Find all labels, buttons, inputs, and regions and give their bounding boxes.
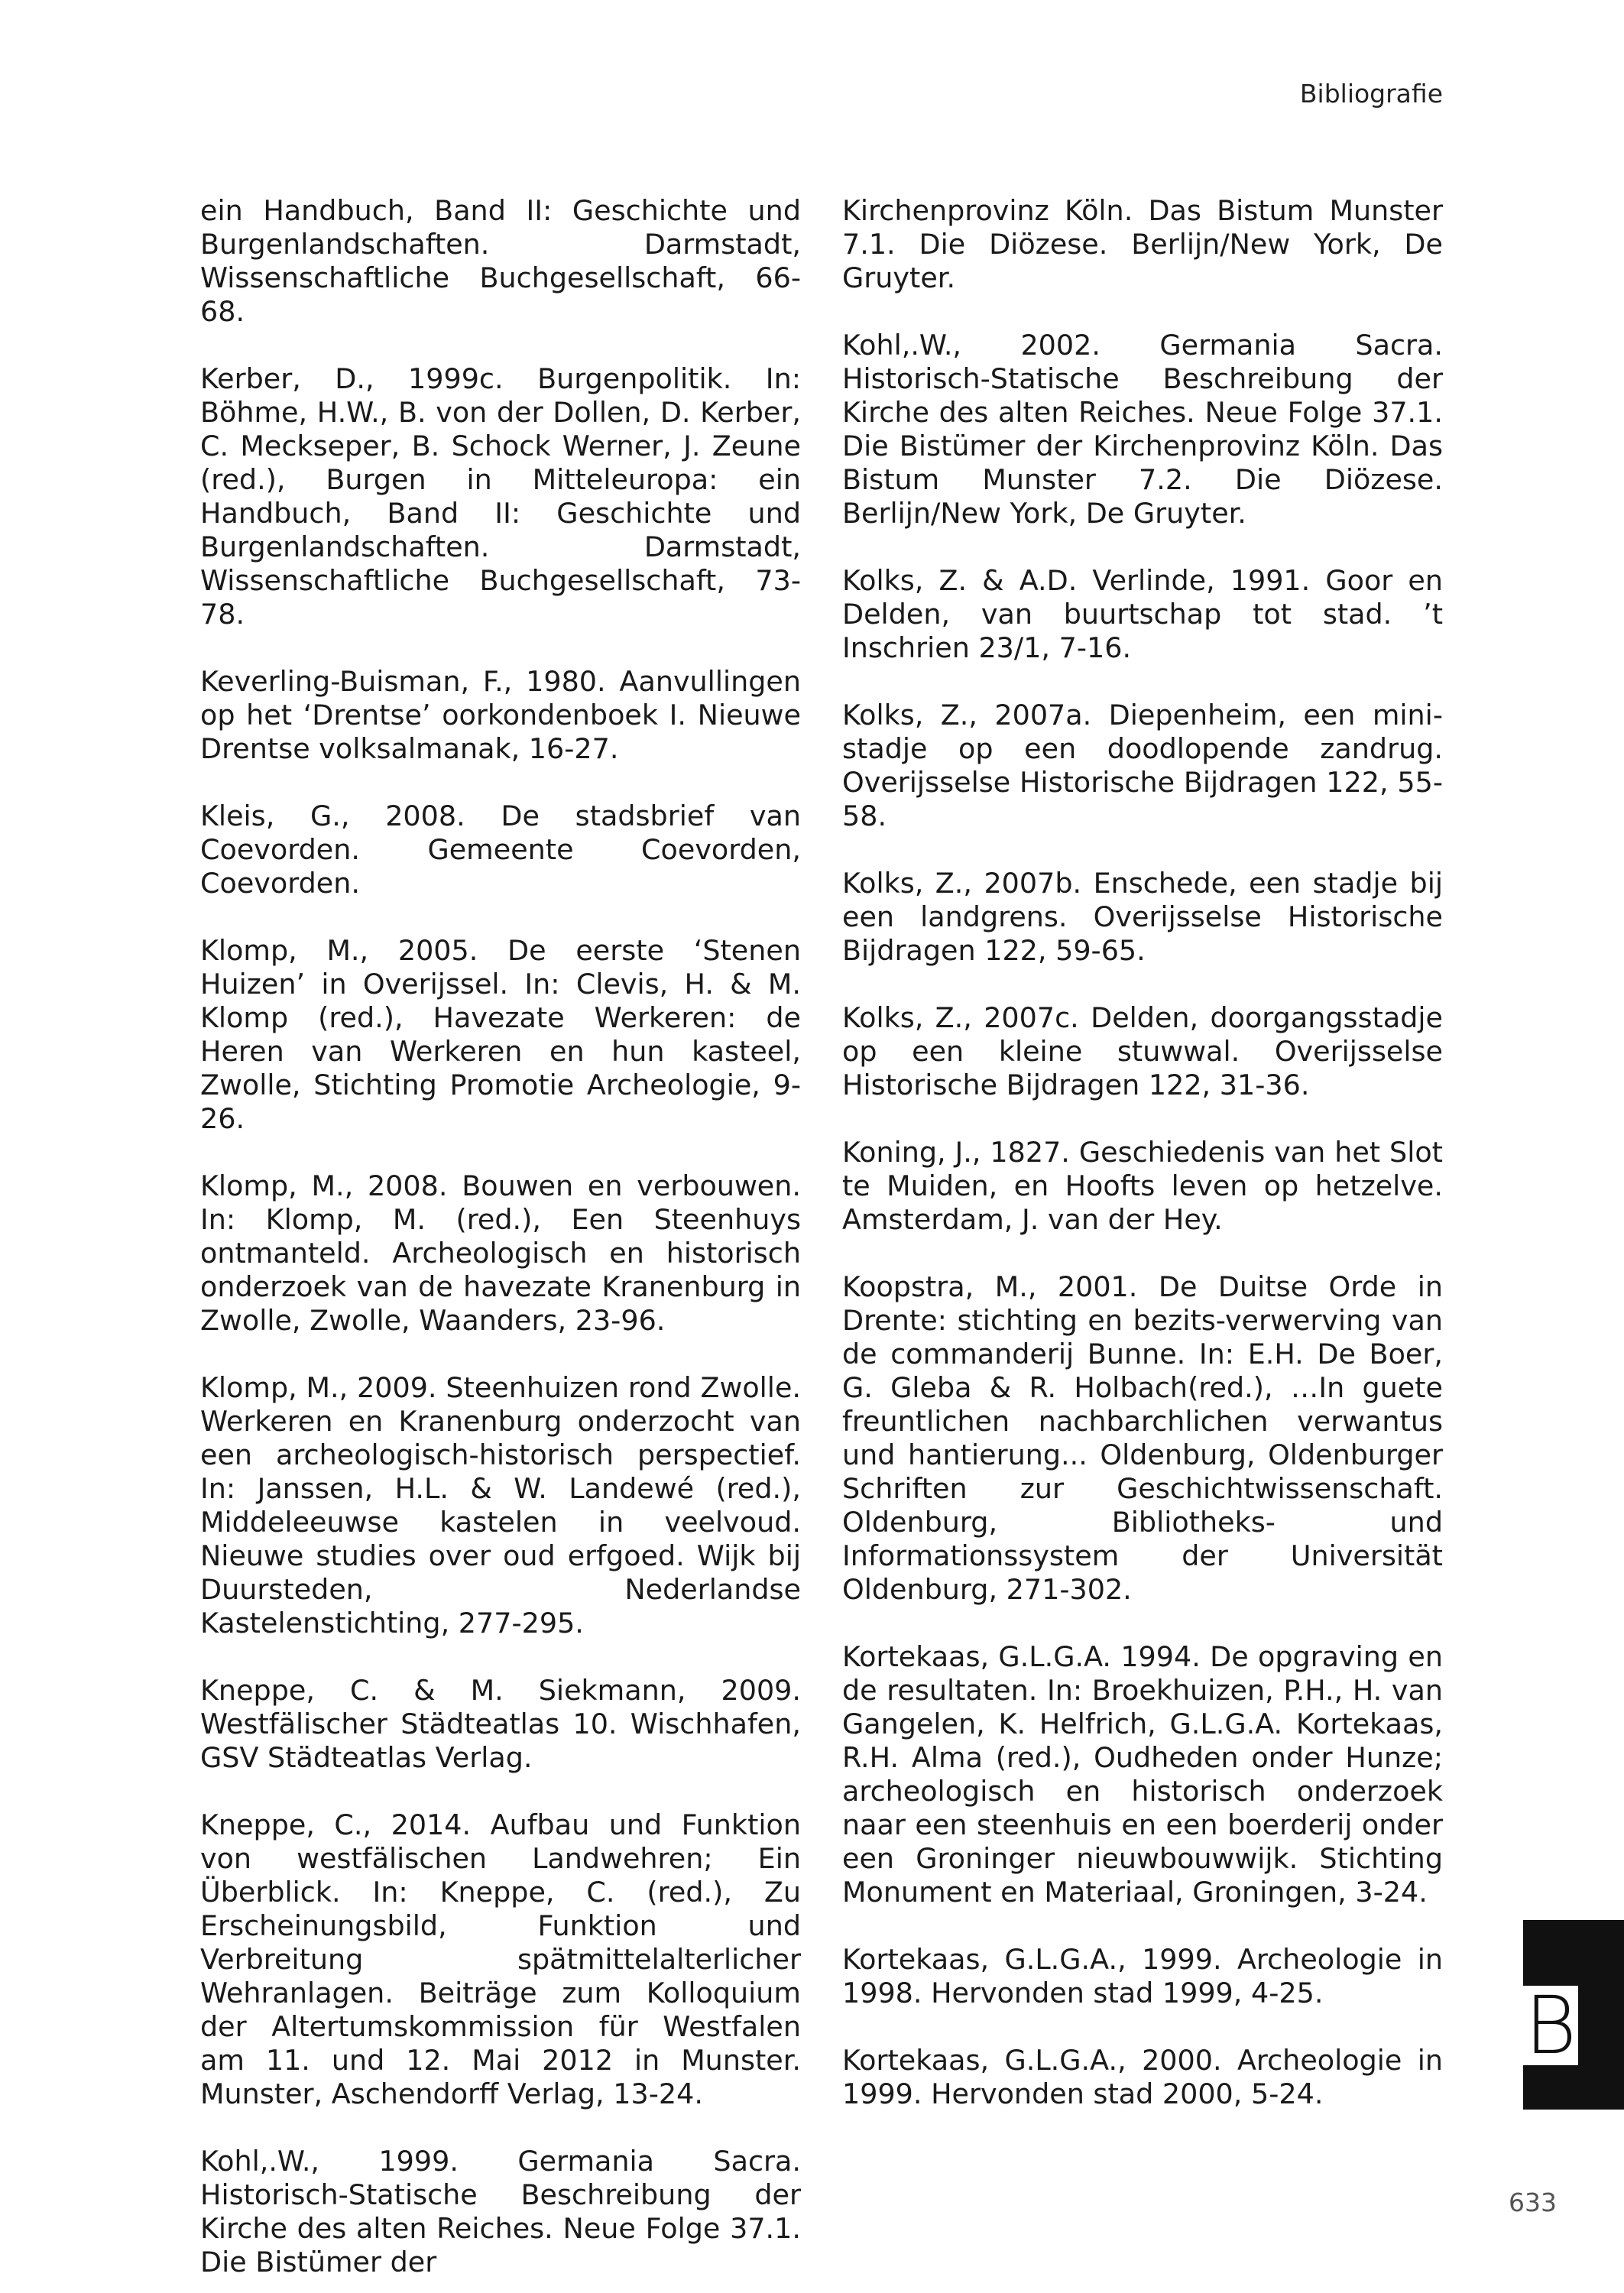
bibliography-entry: Koopstra, M., 2001. De Duitse Orde in Drente: stichting en bezits-verwerving van de commanderij Bunne. In: E.H. De Boer, G. Gleba & R. Holbach(red.), …In guete freuntlichen nachbarchlichen verwantus und hantierung... Oldenburg, Oldenburger Schriften zur Geschichtwissenschaft. Oldenburg, Bibliotheks- und Informationssystem der Universität Oldenburg, 271-302. [842, 1270, 1443, 1606]
bibliography-entry: Kolks, Z., 2007a. Diepenheim, een mini-stadje op een doodlopende zandrug. Overijsselse Historische Bijdragen 122, 55-58. [842, 699, 1443, 832]
bibliography-column-right [842, 194, 1443, 2111]
section-tab-letter: B [1524, 1979, 1577, 2072]
bibliography-entry: Klomp, M., 2005. De eerste ‘Stenen Huizen’ in Overijssel. In: Clevis, H. & M. Klomp (red.), Havezate Werkeren: de Heren van Werkeren en hun kasteel, Zwolle, Stichting Promotie Archeologie, 9-26. [200, 934, 801, 1135]
bibliography-entry: Kneppe, C., 2014. Aufbau und Funktion von westfälischen Landwehren; Ein Überblick. In: Kneppe, C. (red.), Zu Erscheinungsbild, Funktion und Verbreitung spätmittelalterlicher Wehranlagen. Beiträge zum Kolloquium der Altertumskommission für Westfalen am 11. und 12. Mai 2012 in Munster. Munster, Aschendorff Verlag, 13-24. [200, 1808, 801, 2110]
bibliography-entry: ein Handbuch, Band II: Geschichte und Burgenlandschaften. Darmstadt, Wissenschaftliche Buchgesellschaft, 66-68. [200, 194, 801, 328]
bibliography-entry: Klomp, M., 2008. Bouwen en verbouwen. In: Klomp, M. (red.), Een Steenhuys ontmanteld. Archeologisch en historisch onderzoek van de havezate Kranenburg in Zwolle, Zwolle, Waanders, 23-96. [200, 1169, 801, 1337]
running-header: Bibliografie [1299, 79, 1443, 109]
bibliography-entry: Kohl,.W., 2002. Germania Sacra. Historisch-Statische Beschreibung der Kirche des alten Reiches. Neue Folge 37.1. Die Bistümer der Kirchenprovinz Köln. Das Bistum Munster 7.2. Die Diözese. Berlijn/New York, De Gruyter. [842, 329, 1443, 530]
bibliography-entry: Kortekaas, G.L.G.A., 1999. Archeologie in 1998. Hervonden stad 1999, 4-25. [842, 1943, 1443, 2009]
bibliography-entry: Keverling-Buisman, F., 1980. Aanvullingen op het ‘Drentse’ oorkondenboek I. Nieuwe Drentse volksalmanak, 16-27. [200, 665, 801, 765]
bibliography-entry: Kirchenprovinz Köln. Das Bistum Munster 7.1. Die Diözese. Berlijn/New York, De Gruyter. [842, 194, 1443, 294]
bibliography-entry: Kleis, G., 2008. De stadsbrief van Coevorden. Gemeente Coevorden, Coevorden. [200, 799, 801, 900]
page-number: 633 [1509, 2188, 1557, 2217]
bibliography-entry: Kolks, Z., 2007c. Delden, doorgangsstadje op een kleine stuwwal. Overijsselse Historische Bijdragen 122, 31-36. [842, 1001, 1443, 1101]
bibliography-entry: Kolks, Z. & A.D. Verlinde, 1991. Goor en Delden, van buurtschap tot stad. ’t Inschrien 23/1, 7-16. [842, 564, 1443, 664]
bibliography-column-left [200, 194, 801, 2279]
bibliography-entry: Kortekaas, G.L.G.A. 1994. De opgraving en de resultaten. In: Broekhuizen, P.H., H. van Gangelen, K. Helfrich, G.L.G.A. Kortekaas, R.H. Alma (red.), Oudheden onder Hunze; archeologisch en historisch onderzoek naar een steenhuis en een boerderij onder een Groninger nieuwbouwwijk. Stichting Monument en Materiaal, Groningen, 3-24. [842, 1640, 1443, 1909]
bibliography-entry: Kneppe, C. & M. Siekmann, 2009. Westfälischer Städteatlas 10. Wischhafen, GSV Städteatlas Verlag. [200, 1674, 801, 1774]
bibliography-entry: Kolks, Z., 2007b. Enschede, een stadje bij een landgrens. Overijsselse Historische Bijdragen 122, 59-65. [842, 867, 1443, 967]
bibliography-entry: Klomp, M., 2009. Steenhuizen rond Zwolle. Werkeren en Kranenburg onderzocht van een archeologisch-historisch perspectief. In: Janssen, H.L. & W. Landewé (red.), Middeleeuwse kastelen in veelvoud. Nieuwe studies over oud erfgoed. Wijk bij Duursteden, Nederlandse Kastelenstichting, 277-295. [200, 1371, 801, 1639]
bibliography-entry: Kohl,.W., 1999. Germania Sacra. Historisch-Statische Beschreibung der Kirche des alten Reiches. Neue Folge 37.1. Die Bistümer der [200, 2145, 801, 2278]
bibliography-entry: Kerber, D., 1999c. Burgenpolitik. In: Böhme, H.W., B. von der Dollen, D. Kerber, C. Meckseper, B. Schock Werner, J. Zeune (red.), Burgen in Mitteleuropa: ein Handbuch, Band II: Geschichte und Burgenlandschaften. Darmstadt, Wissenschaftliche Buchgesellschaft, 73-78. [200, 362, 801, 631]
bibliography-entry: Kortekaas, G.L.G.A., 2000. Archeologie in 1999. Hervonden stad 2000, 5-24. [842, 2044, 1443, 2110]
bibliography-entry: Koning, J., 1827. Geschiedenis van het Slot te Muiden, en Hoofts leven op hetzelve. Amsterdam, J. van der Hey. [842, 1136, 1443, 1236]
